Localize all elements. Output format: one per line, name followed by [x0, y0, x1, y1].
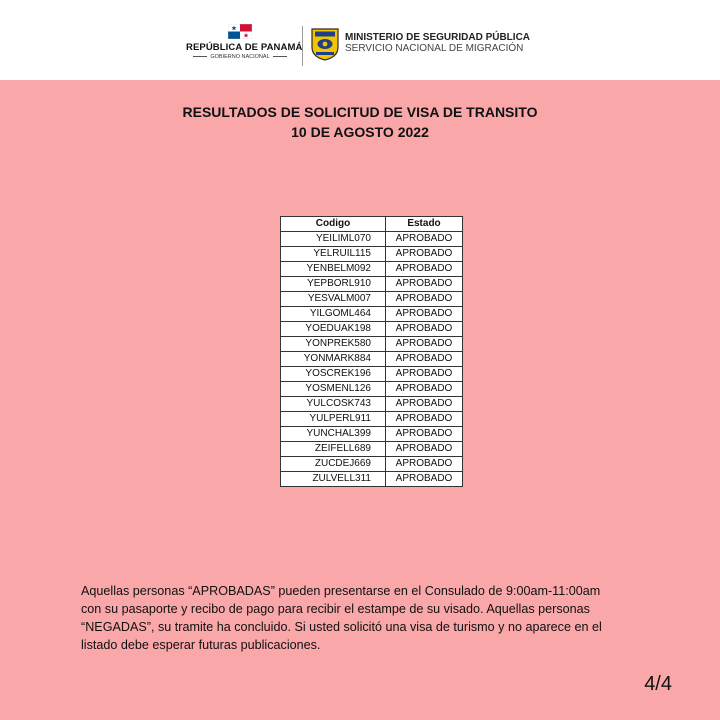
instructions-note — [81, 582, 661, 654]
row-status: APROBADO — [386, 442, 463, 457]
row-code: YULPERL911 — [281, 412, 386, 427]
table-row — [281, 307, 463, 322]
page-number: 4/4 — [644, 673, 672, 695]
row-status: APROBADO — [386, 277, 463, 292]
row-code: YOSCREK196 — [281, 367, 386, 382]
ministry-block — [345, 32, 530, 54]
table-row — [281, 382, 463, 397]
table-row — [281, 247, 463, 262]
header-bar — [0, 0, 720, 80]
note-line: con su pasaporte y recibo de pago para recibir el estampe de su visado. Aquellas personas — [81, 602, 590, 616]
government-name: GOBIERNO NACIONAL — [186, 54, 294, 60]
note-line: listado debe esperar futuras publicaciones. — [81, 638, 321, 652]
row-status: APROBADO — [386, 412, 463, 427]
row-code: YESVALM007 — [281, 292, 386, 307]
row-status: APROBADO — [386, 352, 463, 367]
panama-government-logo — [186, 24, 303, 64]
row-code: YONPREK580 — [281, 337, 386, 352]
row-status: APROBADO — [386, 292, 463, 307]
row-status: APROBADO — [386, 337, 463, 352]
table-row — [281, 397, 463, 412]
table-row — [281, 292, 463, 307]
row-code: YENBELM092 — [281, 262, 386, 277]
ministry-name: MINISTERIO DE SEGURIDAD PÚBLICA — [345, 32, 531, 43]
row-status: APROBADO — [386, 457, 463, 472]
row-code: YOEDUAK198 — [281, 322, 386, 337]
column-header-status: Estado — [386, 217, 463, 232]
table-header-row — [281, 217, 463, 232]
row-status: APROBADO — [386, 367, 463, 382]
row-status: APROBADO — [386, 397, 463, 412]
table-row — [281, 352, 463, 367]
row-status: APROBADO — [386, 247, 463, 262]
results-table — [280, 216, 463, 487]
row-code: YONMARK884 — [281, 352, 386, 367]
row-code: YULCOSK743 — [281, 397, 386, 412]
note-line: Aquellas personas “APROBADAS” pueden presentarse en el Consulado de 9:00am-11:00am — [81, 584, 601, 598]
table-row — [281, 472, 463, 487]
row-status: APROBADO — [386, 427, 463, 442]
row-status: APROBADO — [386, 472, 463, 487]
table-row — [281, 457, 463, 472]
row-code: YEILIML070 — [281, 232, 386, 247]
row-status: APROBADO — [386, 322, 463, 337]
row-status: APROBADO — [386, 307, 463, 322]
table-row — [281, 412, 463, 427]
row-status: APROBADO — [386, 232, 463, 247]
row-code: YEPBORL910 — [281, 277, 386, 292]
table-row — [281, 322, 463, 337]
column-header-code: Codigo — [281, 217, 386, 232]
table-row — [281, 262, 463, 277]
table-row — [281, 232, 463, 247]
note-line: “NEGADAS”, su tramite ha concluido. Si usted solicitó una visa de turismo y no aparece en el — [81, 620, 602, 634]
row-code: YELRUIL115 — [281, 247, 386, 262]
page-title: RESULTADOS DE SOLICITUD DE VISA DE TRANSITO — [182, 104, 538, 120]
table-row — [281, 337, 463, 352]
row-code: ZULVELL311 — [281, 472, 386, 487]
table-row — [281, 427, 463, 442]
row-code: YUNCHAL399 — [281, 427, 386, 442]
table-row — [281, 367, 463, 382]
row-status: APROBADO — [386, 262, 463, 277]
table-row — [281, 442, 463, 457]
row-code: ZEIFELL689 — [281, 442, 386, 457]
table-row — [281, 277, 463, 292]
page-date: 10 DE AGOSTO 2022 — [291, 124, 429, 140]
migracion-seal-icon — [310, 27, 340, 61]
header-divider — [302, 26, 303, 66]
row-code: YOSMENL126 — [281, 382, 386, 397]
republic-name: REPÚBLICA DE PANAMÁ — [186, 42, 303, 53]
row-code: YILGOML464 — [281, 307, 386, 322]
row-code: ZUCDEJ669 — [281, 457, 386, 472]
row-status: APROBADO — [386, 382, 463, 397]
service-name: SERVICIO NACIONAL DE MIGRACIÓN — [345, 43, 524, 54]
panama-flag-icon — [228, 24, 252, 39]
